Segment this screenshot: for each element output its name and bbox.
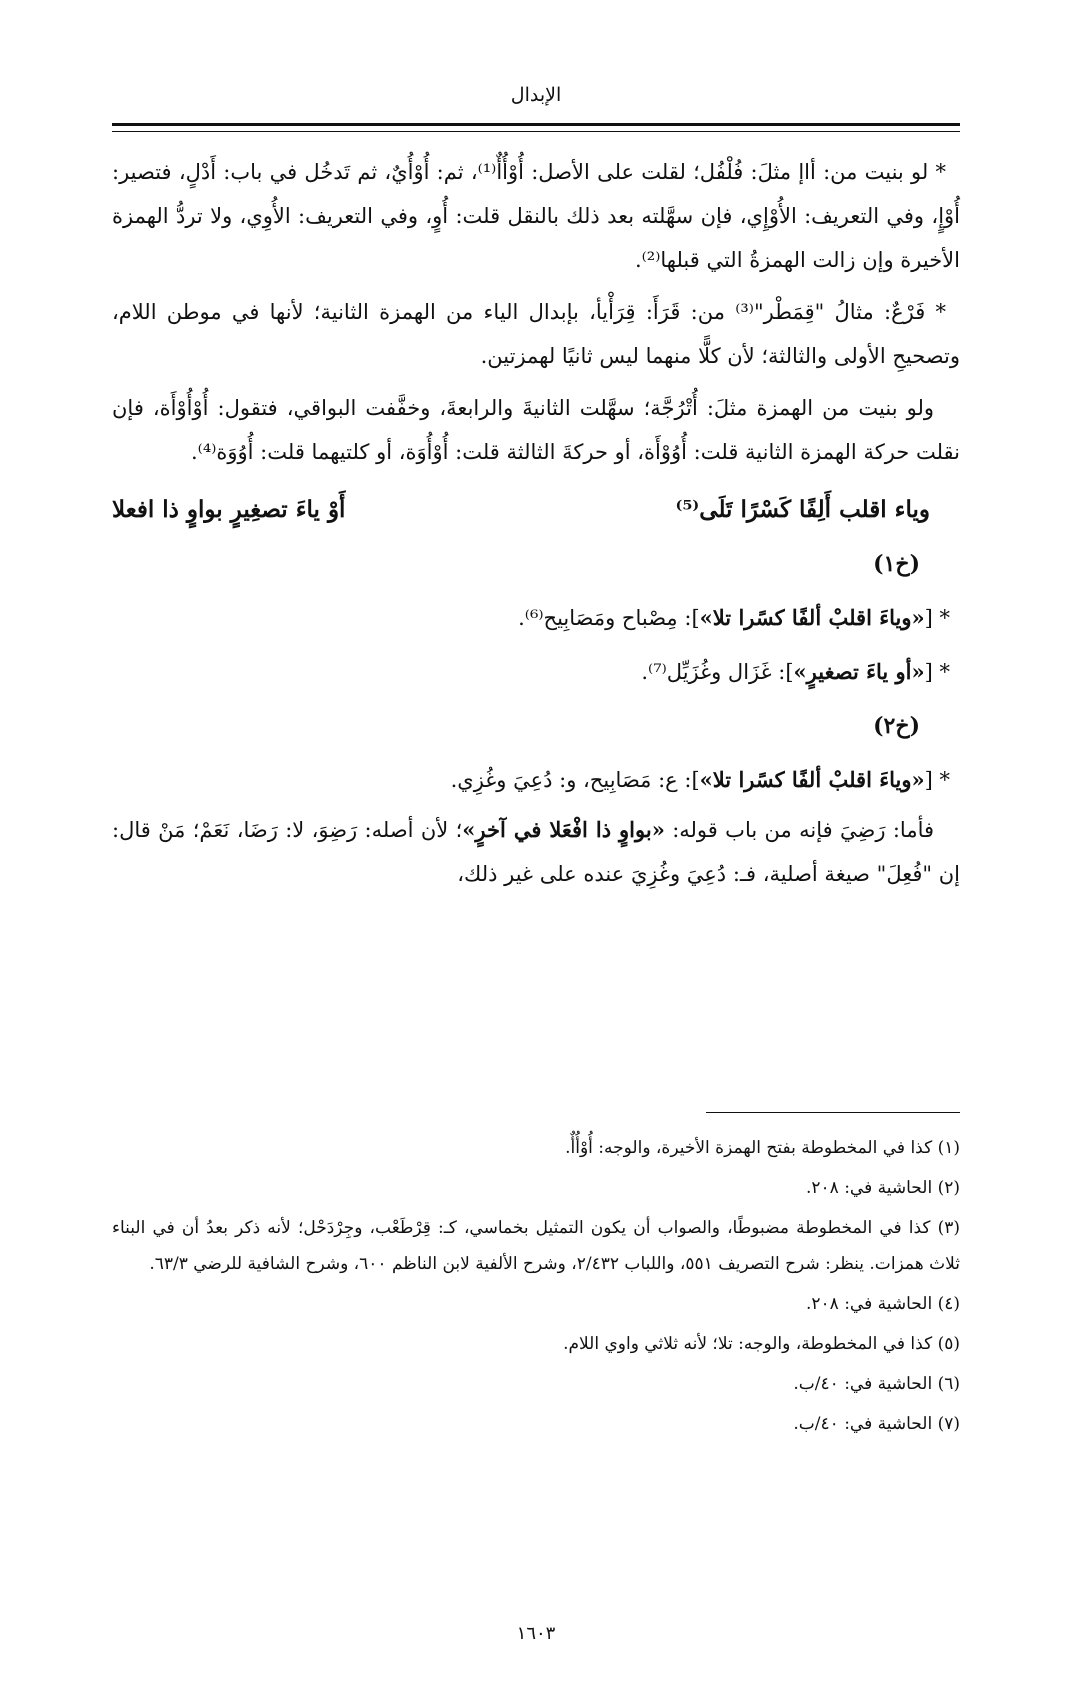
gloss-text: : مِصْباح ومَصَابِيح⁽⁶⁾. — [518, 606, 692, 630]
manuscript-marker-1: (خ١) — [873, 551, 920, 577]
footnotes — [112, 1130, 960, 1446]
gloss-item-3 — [112, 758, 960, 802]
paragraph-2: * فَرْعٌ: مثالُ "قِمَطْر"⁽³⁾ من: قَرَأَ: قِرَأْيأ، بإبدال الياء من الهمزة الثانية؛ لأنها في موطن اللام، وتصحيحِ الأولى والثالثة؛ لأن كلًّا منهما ليس ثانيًا لهمزتين. — [112, 300, 960, 368]
footnote-5: (٥) كذا في المخطوطة، والوجه: تلا؛ لأنه ثلاثي واوي اللام. — [563, 1334, 960, 1354]
paragraph-4 — [112, 808, 960, 896]
footnote-7: (٧) الحاشية في: ٤٠/ب. — [793, 1414, 960, 1434]
gloss-quote: «وياءَ اقلبْ ألفًا كسًرا تلا» — [699, 605, 925, 630]
header-rule-thin — [112, 131, 960, 132]
paragraph-3: ولو بنيت من الهمزة مثلَ: أُتْرُجَّة؛ سهَّلت الثانيةَ والرابعةَ، وخفَّفت البواقي، فتقول: أُوْأُوْأَة، فإن نقلت حركة الهمزة الثانية قلت: أُوُوْأَة، أو حركةَ الثالثة قلت: أُوْأُوَة، أو كلتيهما قلت: أُوُوَة⁽⁴⁾. — [112, 396, 960, 464]
paragraph-4-rest: ؛ لأن أصله: رَضِوَ، لا: رَضَا، نَعَمْ؛ مَنْ قال: إن "فُعِلَ" صيغة أصلية، فـ: دُعِيَ وغُزِيَ عنده على غير ذلك، — [112, 818, 960, 886]
gloss-text: : غَزَال وغُزَيِّل⁽⁷⁾. — [641, 660, 786, 684]
gloss-quote: «وياءَ اقلبْ ألفًا كسًرا تلا» — [699, 767, 925, 792]
footnote-4: (٤) الحاشية في: ٢٠٨. — [805, 1294, 960, 1314]
item-star: * [ — [924, 606, 950, 630]
gloss-item-2 — [112, 650, 960, 694]
item-star: * [ — [924, 660, 950, 684]
footnote-3: (٣) كذا في المخطوطة مضبوطًا، والصواب أن يكون التمثيل بخماسي، كـ: قِرْطَعْب، وجِرْدَحْل؛ لأنه ذكر بعدُ أن في البناء ثلاث همزات. ينظر: شرح التصريف ٥٥١، واللباب ٢/٤٣٢، وشرح الألفية لابن الناظم ٦٠٠، وشرح الشافية للرضي ٦٣/٣. — [112, 1218, 960, 1274]
main-text — [112, 150, 960, 904]
item-star: * [ — [924, 768, 950, 792]
gloss-item-1 — [112, 596, 960, 640]
gloss-quote: «أو ياءَ تصغيرٍ» — [793, 659, 925, 684]
bracket-close: ] — [691, 768, 700, 792]
page-number: ١٦٠٣ — [516, 1623, 556, 1644]
footnote-6: (٦) الحاشية في: ٤٠/ب. — [793, 1374, 960, 1394]
footnote-1: (١) كذا في المخطوطة بفتح الهمزة الأخيرة، والوجه: أُوْأُأٌ. — [565, 1138, 960, 1158]
gloss-text: : ع: مَصَابِيح، و: دُعِيَ وغُزِي. — [450, 768, 692, 792]
footnote-2: (٢) الحاشية في: ٢٠٨. — [805, 1178, 960, 1198]
paragraph-4-quote: «بواوٍ ذا افْعَلا في آخرٍ» — [462, 817, 665, 842]
poem-verse — [112, 488, 930, 532]
footnote-separator — [706, 1112, 960, 1113]
verse-first-hemistich: وياء اقلب أَلِفًا كَسْرًا تَلَى⁽⁵⁾ — [675, 496, 930, 523]
paragraph-4-start: فأما: رَضِيَ فإنه من باب قوله: — [664, 818, 935, 842]
bracket-close: ] — [691, 606, 700, 630]
verse-second-hemistich: أَوْ ياءَ تصغِيرٍ بواوٍ ذا افعلا — [112, 496, 346, 523]
paragraph-1: * لو بنيت من: أاإ مثلَ: فُلْفُل؛ لقلت على الأصل: أُوْأُأٌ⁽¹⁾، ثم: أُوْأُيٌ، ثم تَدخُل في باب: أَدْلٍ، فتصير: أُوْإٍ، وفي التعريف: الأُوْإِي، فإن سهَّلته بعد ذلك بالنقل قلت: أُوٍ، وفي التعريف: الأُوِي، ولا تردُّ الهمزة الأخيرة وإن زالت الهمزةُ التي قبلها⁽²⁾. — [112, 160, 960, 272]
header-rule-thick — [112, 123, 960, 126]
running-header: الإبدال — [510, 84, 562, 106]
bracket-close: ] — [785, 660, 794, 684]
manuscript-marker-2: (خ٢) — [873, 713, 920, 739]
